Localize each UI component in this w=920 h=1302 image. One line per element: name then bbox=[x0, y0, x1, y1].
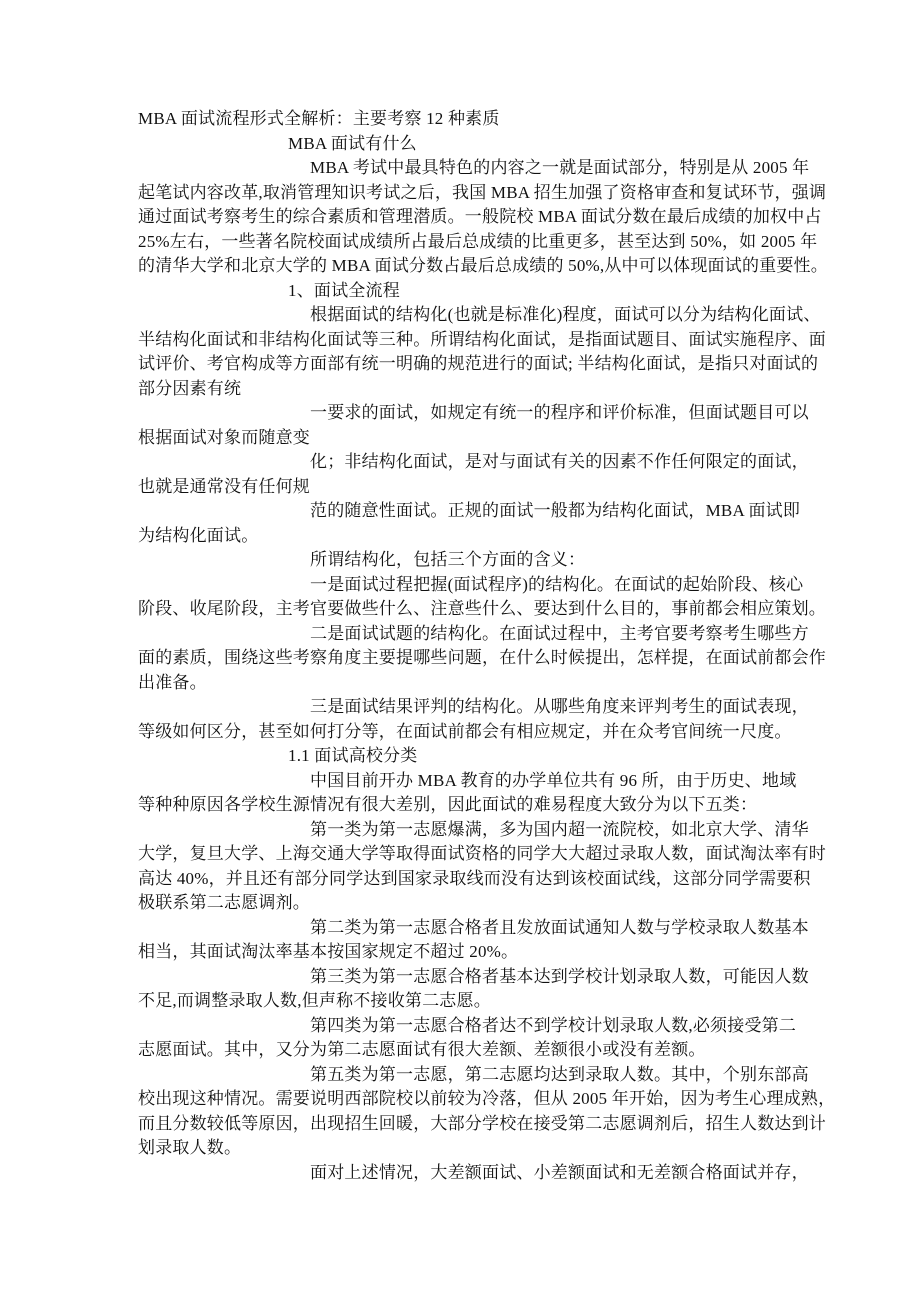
text-line: 相当，其面试淘汰率基本按国家规定不超过 20%。 bbox=[138, 942, 519, 961]
text-line: 范的随意性面试。正规的面试一般都为结构化面试，MBA 面试即 bbox=[310, 501, 801, 520]
text-line: 25%左右，一些著名院校面试成绩所占最后总成绩的比重更多，甚至达到 50%，如 2005 年 bbox=[138, 231, 818, 251]
text-line: 等级如何区分，甚至如何打分等，在面试前都会有相应规定，并在众考官间统一尺度。 bbox=[138, 721, 792, 741]
text-line: 校出现这种情况。需要说明西部院校以前较为冷落，但从 2005 年开始，因为考生心理成熟， bbox=[138, 1089, 836, 1108]
text-line: 也就是通常没有任何规 bbox=[138, 476, 310, 496]
text-line: 通过面试考察考生的综合素质和管理潜质。一般院校 MBA 面试分数在最后成绩的加权中占 bbox=[138, 207, 822, 226]
text-line: 1.1 面试高校分类 bbox=[288, 746, 418, 765]
text-line: 第四类为第一志愿合格者达不到学校计划录取人数,必须接受第二 bbox=[310, 1015, 797, 1035]
text-line: 三是面试结果评判的结构化。从哪些角度来评判考生的面试表现， bbox=[310, 697, 809, 716]
text-line: 第一类为第一志愿爆满，多为国内超一流院校，如北京大学、清华 bbox=[310, 819, 809, 839]
text-line: 化；非结构化面试，是对与面试有关的因素不作任何限定的面试， bbox=[310, 452, 809, 471]
text-line: 第五类为第一志愿，第二志愿均达到录取人数。其中，个别东部高 bbox=[310, 1064, 809, 1084]
text-line: 为结构化面试。 bbox=[138, 525, 259, 545]
text-line: 二是面试试题的结构化。在面试过程中，主考官要考察考生哪些方 bbox=[310, 623, 809, 643]
text-line: 志愿面试。其中，又分为第二志愿面试有很大差额、差额很小或没有差额。 bbox=[138, 1040, 706, 1059]
text-line: MBA 面试有什么 bbox=[288, 133, 417, 153]
text-line: 试评价、考官构成等方面部有统一明确的规范进行的面试; 半结构化面试，是指只对面试的 bbox=[138, 354, 819, 373]
text-line: 的清华大学和北京大学的 MBA 面试分数占最后总成绩的 50%,从中可以体现面试的重要性。 bbox=[138, 256, 828, 275]
document-title-line: MBA 面试流程形式全解析：主要考察 12 种素质 bbox=[138, 109, 500, 128]
text-line: MBA 考试中最具特色的内容之一就是面试部分，特别是从 2005 年 bbox=[310, 158, 810, 177]
text-line: 中国目前开办 MBA 教育的办学单位共有 96 所，由于历史、地域 bbox=[310, 770, 797, 790]
text-line: 划录取人数。 bbox=[138, 1138, 242, 1157]
text-line: 出准备。 bbox=[138, 672, 207, 692]
text-line: 大学，复旦大学、上海交通大学等取得面试资格的同学大大超过录取人数，面试淘汰率有时 bbox=[138, 844, 826, 863]
text-line: 面的素质，围绕这些考察角度主要提哪些问题，在什么时候提出，怎样提，在面试前都会作 bbox=[138, 648, 826, 667]
text-line: 高达 40%，并且还有部分同学达到国家录取线而没有达到该校面试线，这部分同学需要积 bbox=[138, 868, 811, 888]
text-line: 第三类为第一志愿合格者基本达到学校计划录取人数，可能因人数 bbox=[310, 966, 809, 986]
text-line: 第二类为第一志愿合格者且发放面试通知人数与学校录取人数基本 bbox=[310, 917, 809, 937]
text-line: 极联系第二志愿调剂。 bbox=[138, 893, 310, 912]
text-line: 阶段、收尾阶段，主考官要做些什么、注意些什么、要达到什么目的，事前都会相应策划。 bbox=[138, 599, 826, 618]
text-line: 面对上述情况，大差额面试、小差额面试和无差额合格面试并存， bbox=[310, 1162, 809, 1182]
text-line: 一是面试过程把握(面试程序)的结构化。在面试的起始阶段、核心 bbox=[310, 574, 804, 594]
text-line: 等种种原因各学校生源情况有很大差别，因此面试的难易程度大致分为以下五类： bbox=[138, 795, 758, 814]
text-line: 1、面试全流程 bbox=[288, 280, 400, 300]
text-line: 所谓结构化，包括三个方面的含义： bbox=[310, 550, 586, 569]
text-line: 一要求的面试，如规定有统一的程序和评价标准，但面试题目可以 bbox=[310, 403, 809, 422]
text-line: 而且分数较低等原因，出现招生回暖，大部分学校在接受第二志愿调剂后，招生人数达到计 bbox=[138, 1113, 826, 1133]
text-line: 部分因素有统 bbox=[138, 378, 242, 398]
text-line: 不足,而调整录取人数,但声称不接收第二志愿。 bbox=[138, 991, 491, 1010]
text-line: 根据面试的结构化(也就是标准化)程度，面试可以分为结构化面试、 bbox=[310, 305, 821, 324]
document-text-block bbox=[138, 107, 836, 1185]
text-line: 根据面试对象而随意变 bbox=[138, 427, 310, 447]
text-line: 半结构化面试和非结构化面试等三种。所谓结构化面试，是指面试题目、面试实施程序、面 bbox=[138, 329, 826, 349]
text-line: 起笔试内容改革,取消管理知识考试之后，我国 MBA 招生加强了资格审查和复试环节，强调 bbox=[138, 182, 827, 202]
